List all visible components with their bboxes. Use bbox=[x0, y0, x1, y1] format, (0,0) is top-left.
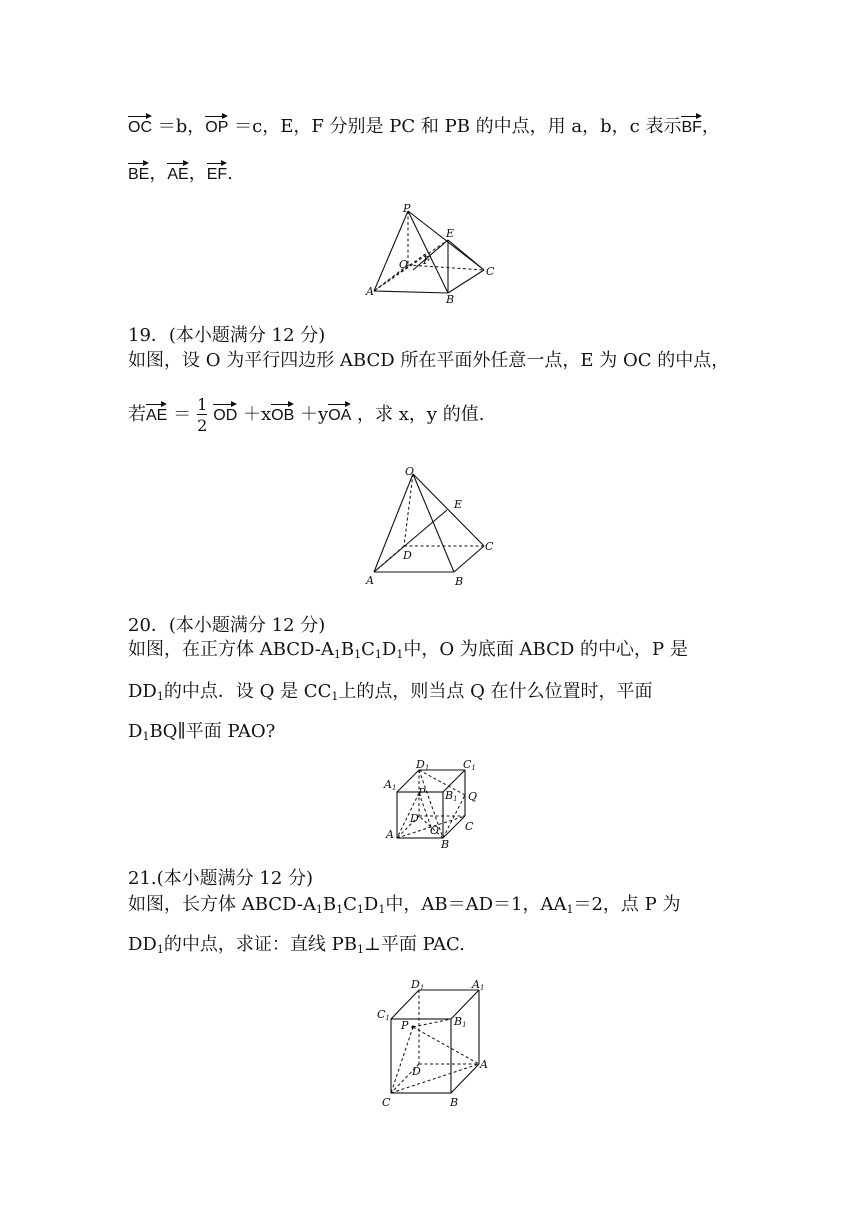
subscript: 1 bbox=[333, 648, 341, 661]
vector-ae: AE bbox=[146, 407, 168, 425]
label-d: D bbox=[410, 812, 419, 825]
label-b1 bbox=[453, 1015, 467, 1029]
subscript: 1 bbox=[374, 648, 382, 661]
label-o: O bbox=[405, 465, 415, 478]
subscript: 1 bbox=[391, 784, 397, 792]
label-p: P bbox=[401, 1019, 409, 1032]
label-c: C bbox=[382, 1096, 391, 1109]
vector-bf: BF bbox=[681, 119, 702, 136]
text: B bbox=[322, 894, 337, 915]
vector-od: OD bbox=[213, 407, 238, 425]
text: ＝b， bbox=[157, 116, 206, 137]
text: ＝2，点 P 为 bbox=[573, 894, 681, 915]
point-p bbox=[411, 1025, 414, 1028]
text: ， bbox=[149, 163, 168, 184]
text: 如图，在正方体 ABCD-A bbox=[128, 639, 334, 660]
q20-header: 20．(本小题满分 12 分) bbox=[128, 615, 326, 636]
text: ＋x bbox=[243, 404, 272, 426]
vector-oc: OC bbox=[128, 119, 152, 136]
q21-header: 21.(本小题满分 12 分) bbox=[128, 868, 314, 889]
text: . bbox=[227, 163, 233, 184]
subscript: 1 bbox=[315, 903, 323, 916]
label-e: E bbox=[454, 498, 463, 511]
text: 上的点，则当点 Q 在什么位置时，平面 bbox=[338, 681, 653, 702]
vector-op: OP bbox=[205, 119, 229, 136]
letter: C bbox=[463, 758, 472, 771]
text: 中，AB＝AD＝1，AA bbox=[385, 894, 567, 915]
denominator: 2 bbox=[197, 415, 208, 435]
subscript: 1 bbox=[566, 903, 574, 916]
subscript: 1 bbox=[471, 764, 476, 772]
subscript: 1 bbox=[378, 903, 386, 916]
text: ， bbox=[701, 116, 720, 137]
label-p: P bbox=[403, 202, 411, 215]
subscript: 1 bbox=[356, 943, 364, 956]
label-o: O bbox=[430, 824, 440, 837]
subscript: 1 bbox=[419, 984, 425, 992]
label-b: B bbox=[455, 575, 464, 588]
label-a: A bbox=[386, 828, 394, 841]
subscript: 1 bbox=[356, 903, 364, 916]
text: ⊥平面 PAC. bbox=[363, 934, 465, 955]
subscript: 1 bbox=[424, 764, 430, 772]
text: B bbox=[340, 639, 355, 660]
letter: C bbox=[377, 1008, 386, 1021]
vector-ae: AE bbox=[167, 166, 189, 183]
vector-oa: OA bbox=[328, 407, 352, 425]
label-c1 bbox=[377, 1008, 390, 1022]
text: BQ∥平面 PAO? bbox=[149, 721, 276, 742]
label-e: E bbox=[446, 227, 455, 240]
text: C bbox=[361, 639, 375, 660]
label-o: O bbox=[399, 258, 409, 271]
label-c: C bbox=[486, 265, 495, 278]
label-d: D bbox=[412, 1065, 421, 1078]
subscript: 1 bbox=[462, 1021, 467, 1029]
subscript: 1 bbox=[156, 690, 164, 703]
text: ＝c，E，F 分别是 PC 和 PB 的中点，用 a，b，c 表示 bbox=[234, 116, 682, 137]
text: 的中点．设 Q 是 CC bbox=[163, 681, 332, 702]
label-c: C bbox=[465, 820, 474, 833]
subscript: 1 bbox=[336, 903, 344, 916]
vector-be: BE bbox=[128, 166, 150, 183]
subscript: 1 bbox=[354, 648, 362, 661]
letter: A bbox=[472, 978, 480, 991]
text: ，求 x，y 的值. bbox=[357, 404, 485, 426]
vector-ef: EF bbox=[206, 166, 228, 183]
text: ＝ bbox=[173, 404, 192, 426]
q19-header: 19．(本小题满分 12 分) bbox=[128, 325, 326, 346]
label-b: B bbox=[441, 838, 450, 851]
subscript: 1 bbox=[385, 1014, 390, 1022]
label-c: C bbox=[485, 540, 494, 553]
letter: D bbox=[411, 978, 420, 991]
letter: B bbox=[445, 789, 454, 802]
letter: A bbox=[384, 778, 392, 791]
letter: D bbox=[416, 758, 425, 771]
text: 中，O 为底面 ABCD 的中心，P 是 bbox=[403, 639, 688, 660]
label-b: B bbox=[450, 1096, 459, 1109]
text: 若 bbox=[128, 404, 146, 426]
label-d1 bbox=[410, 978, 424, 992]
text: D bbox=[381, 639, 397, 660]
subscript: 1 bbox=[156, 943, 164, 956]
text: ＋y bbox=[300, 404, 329, 426]
subscript: 1 bbox=[453, 795, 458, 803]
subscript: 1 bbox=[142, 730, 150, 743]
text: D bbox=[128, 721, 143, 742]
subscript: 1 bbox=[479, 984, 485, 992]
label-d: D bbox=[403, 549, 412, 562]
text: ， bbox=[188, 163, 207, 184]
text: DD bbox=[128, 934, 157, 955]
text: C bbox=[343, 894, 357, 915]
vector-ob: OB bbox=[271, 407, 295, 425]
label-a: A bbox=[366, 574, 374, 587]
label-a: A bbox=[366, 285, 374, 298]
text: D bbox=[363, 894, 379, 915]
label-a1 bbox=[471, 978, 484, 992]
q19-line1: 如图，设 O 为平行四边形 ABCD 所在平面外任意一点，E 为 OC 的中点， bbox=[128, 350, 730, 371]
label-q: Q bbox=[468, 790, 478, 803]
numerator: 1 bbox=[197, 395, 208, 414]
subscript: 1 bbox=[331, 690, 339, 703]
text: 如图，长方体 ABCD-A bbox=[128, 894, 316, 915]
label-a: A bbox=[480, 1058, 488, 1071]
text: 的中点，求证：直线 PB bbox=[163, 934, 357, 955]
label-f: F bbox=[423, 254, 431, 267]
label-b: B bbox=[446, 293, 455, 306]
letter: B bbox=[454, 1015, 463, 1028]
subscript: 1 bbox=[396, 648, 404, 661]
label-p: P bbox=[418, 786, 426, 799]
text: DD bbox=[128, 681, 157, 702]
